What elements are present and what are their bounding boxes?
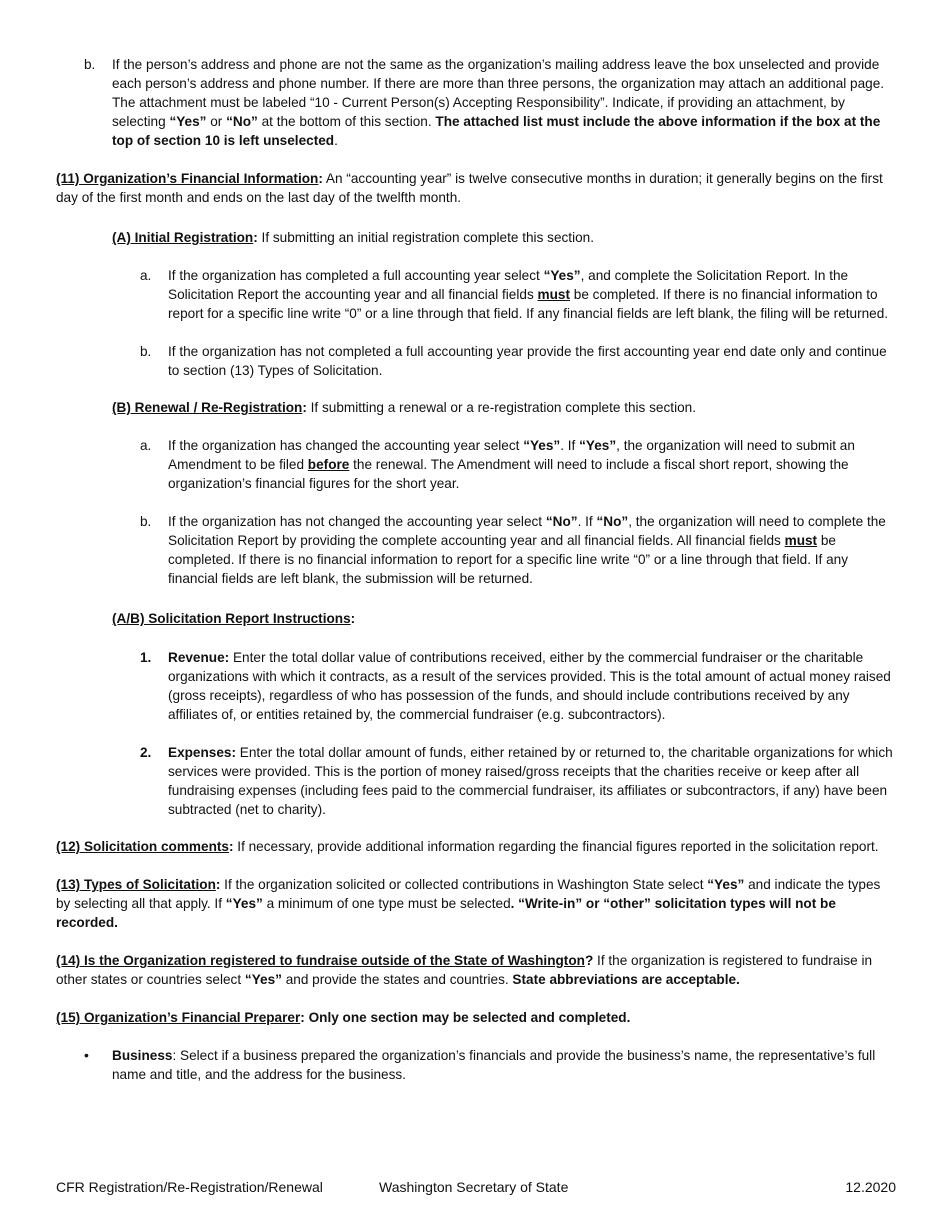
paragraph: Business: Select if a business prepared the organization’s financials and provide the business’s name, the representative’s full name and title, and the address for the business. xyxy=(112,1048,876,1082)
document-page xyxy=(56,55,896,1084)
list-marker: a. xyxy=(140,268,152,283)
section-heading: (14) Is the Organization registered to fundraise outside of the State of Washington xyxy=(56,953,585,968)
list-marker: a. xyxy=(140,438,152,453)
subsection-heading: (A) Initial Registration xyxy=(112,230,254,245)
list-marker: b. xyxy=(140,514,152,529)
footer-left: CFR Registration/Re-Registration/Renewal xyxy=(56,1179,323,1195)
section-heading: (15) Organization’s Financial Preparer xyxy=(56,1010,301,1025)
bullet-icon: • xyxy=(84,1047,89,1063)
subsection-heading: (B) Renewal / Re-Registration xyxy=(112,400,303,415)
list-marker: b. xyxy=(140,344,152,359)
footer-center: Washington Secretary of State xyxy=(379,1179,569,1195)
list-marker: b. xyxy=(84,57,96,72)
paragraph: Revenue: Enter the total dollar value of contributions received, either by the commercial fundraiser or the charitable organizations with which it contracts, as a result of the services provided. This is the total amount of actual money raised (gross receipts), regardless of who has possession of the funds, and should include contributions received by any affiliates of, or entities retained by, the commercial fundraiser (e.g. subcontractors). xyxy=(168,650,891,722)
subsection-b-paragraph: (B) Renewal / Re-Registration: If submitting a renewal or a re-registration complete this section. xyxy=(112,400,696,415)
subsection-a-paragraph: (A) Initial Registration: If submitting an initial registration complete this section. xyxy=(112,230,594,245)
paragraph: If the person’s address and phone are not the same as the organization’s mailing address leave the box unselected and provide each person’s address and phone number. If there are more than three persons, the organization may attach an additional page. The attachment must be labeled “10 - Current Person(s) Accepting Responsibility”. Indicate, if providing an attachment, by selecting “Yes” or “No” at the bottom of this section. The attached list must include the above information if the box at the top of section 10 is left unselected. xyxy=(112,57,885,148)
section-15-paragraph: (15) Organization’s Financial Preparer: Only one section may be selected and completed. xyxy=(56,1010,631,1025)
footer-right: 12.2020 xyxy=(845,1179,896,1195)
list-marker: 1. xyxy=(140,650,152,665)
subsection-heading: (A/B) Solicitation Report Instructions xyxy=(112,611,351,626)
section-heading: (12) Solicitation comments xyxy=(56,839,229,854)
list-item xyxy=(56,512,896,588)
list-item xyxy=(56,55,896,150)
list-item xyxy=(56,743,896,819)
paragraph: Expenses: Enter the total dollar amount of funds, either retained by or returned to, the charitable organizations for which services were provided. This is the portion of money raised/gross receipts that the charities receive or keep after all fundraising expenses (including fees paid to the commercial fundraiser, its affiliates or subcontractors, if any) have been subtracted (net to charity). xyxy=(168,745,893,817)
section-heading: (11) Organization’s Financial Information xyxy=(56,171,319,186)
list-item xyxy=(56,1046,896,1084)
section-heading: (13) Types of Solicitation xyxy=(56,877,216,892)
section-13-paragraph: (13) Types of Solicitation: If the organization solicited or collected contributions in Washington State select “Yes” and indicate the types by selecting all that apply. If “Yes” a minimum of one type must be selected. “Write-in” or “other” solicitation types will not be recorded. xyxy=(56,877,881,930)
section-12-paragraph: (12) Solicitation comments: If necessary, provide additional information regarding the financial figures reported in the solicitation report. xyxy=(56,839,879,854)
list-marker: 2. xyxy=(140,745,152,760)
list-item xyxy=(56,648,896,724)
section-11-paragraph: (11) Organization’s Financial Information: An “accounting year” is twelve consecutive months in duration; it generally begins on the first day of the first month and ends on the last day of the twelfth month. xyxy=(56,171,883,205)
paragraph: If the organization has completed a full accounting year select “Yes”, and complete the Solicitation Report. In the Solicitation Report the accounting year and all financial fields must be completed. If there is no financial information to report for a specific line write “0” or a line through that field. If any financial fields are left blank, the filing will be returned. xyxy=(168,268,889,321)
paragraph: If the organization has not changed the accounting year select “No”. If “No”, the organization will need to complete the Solicitation Report by providing the complete accounting year and all financial fields. All financial fields must be completed. If there is no financial information to report for a specific line write “0” or a line through that field. If any financial fields are left blank, the submission will be returned. xyxy=(168,514,886,586)
section-14-paragraph: (14) Is the Organization registered to fundraise outside of the State of Washington? If the organization is registered to fundraise in other states or countries select “Yes” and provide the states and countries. State abbreviations are acceptable. xyxy=(56,953,873,987)
list-item xyxy=(56,342,896,380)
paragraph: If the organization has changed the accounting year select “Yes”. If “Yes”, the organization will need to submit an Amendment to be filed before the renewal. The Amendment will need to include a fiscal short report, showing the organization’s financial figures for the short year. xyxy=(168,438,855,491)
list-item xyxy=(56,266,896,323)
list-item xyxy=(56,436,896,493)
subsection-ab-paragraph: (A/B) Solicitation Report Instructions: xyxy=(112,611,356,626)
paragraph: If the organization has not completed a full accounting year provide the first accounting year end date only and continue to section (13) Types of Solicitation. xyxy=(168,344,887,378)
